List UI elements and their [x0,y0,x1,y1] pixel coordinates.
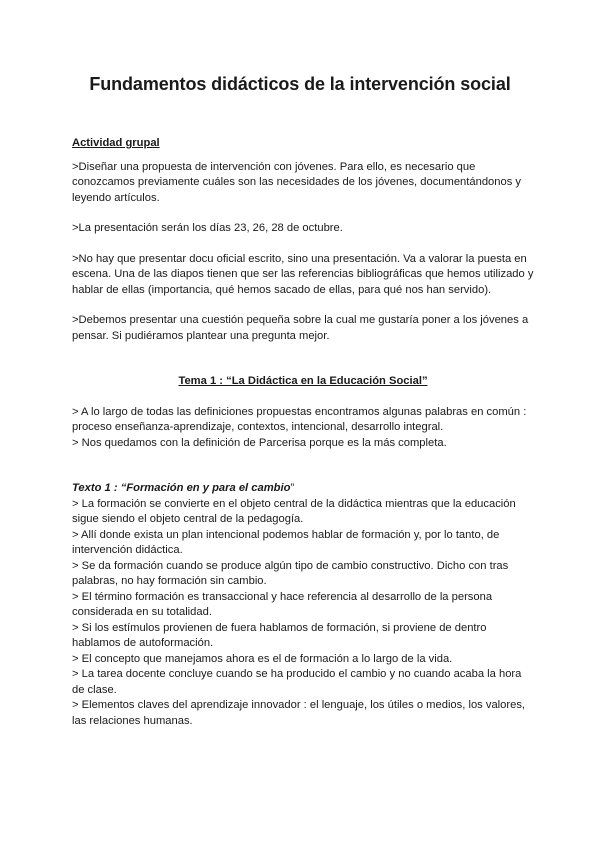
actividad-paragraph: >No hay que presentar docu oficial escrito, sino una presentación. Va a valorar la puesta en escena. Una de las diapos tienen que ser las referencias bibliográficas que hemos utilizado y hablar de ellas (importancia, qué hemos sacado de ellas, para qué nos han servido). [72,252,534,296]
texto1-heading-lead: Texto 1 : “Formación en y para el cambio [72,482,291,494]
texto1-line: > El término formación es transaccional y hace referencia al desarrollo de la persona considerada en su totalidad. [72,590,493,618]
tema1-line: > Nos quedamos con la definición de Parcerisa porque es la más completa. [72,436,447,449]
tema1-line: > A lo largo de todas las definiciones propuestas encontramos algunas palabras en común : proceso enseñanza-aprendizaje, contextos, intencional, desarrollo integral. [72,405,527,433]
texto1-heading [72,481,534,497]
document-body [72,136,534,729]
actividad-paragraph: >Debemos presentar una cuestión pequeña sobre la cual me gustaría poner a los jóvenes a pensar. Si pudiéramos plantear una pregunta mejor. [72,314,529,342]
texto1-line: > El concepto que manejamos ahora es el de formación a lo largo de la vida. [72,652,453,665]
texto1-heading-tail: ” [290,482,295,494]
actividad-heading: Actividad grupal [72,137,160,149]
texto1-line: > Se da formación cuando se produce algún tipo de cambio constructivo. Dicho con tras palabras, no hay formación sin cambio. [72,559,509,587]
page-title: Fundamentos didácticos de la intervención social [89,74,511,94]
actividad-paragraph: >La presentación serán los días 23, 26, 28 de octubre. [72,222,343,234]
texto1-line: > Si los estímulos provienen de fuera hablamos de formación, si proviene de dentro hablamos de autoformación. [72,621,487,649]
tema1-heading: Tema 1 : “La Didáctica en la Educación Social” [178,375,428,387]
actividad-paragraph: >Diseñar una propuesta de intervención con jóvenes. Para ello, es necesario que conozcamos previamente cuáles son las necesidades de los jóvenes, documentándonos y leyendo artículos. [72,160,522,204]
texto1-line: > La tarea docente concluye cuando se ha producido el cambio y no cuando acaba la hora de clase. [72,668,522,696]
texto1-line: > Elementos claves del aprendizaje innovador : el lenguaje, los útiles o medios, los valores, las relaciones humanas. [72,699,526,727]
texto1-line: > La formación se convierte en el objeto central de la didáctica mientras que la educación sigue siendo el objeto central de la pedagogía. [72,497,516,525]
texto1-line: > Allí donde exista un plan intencional podemos hablar de formación y, por lo tanto, de intervención didáctica. [72,528,500,556]
